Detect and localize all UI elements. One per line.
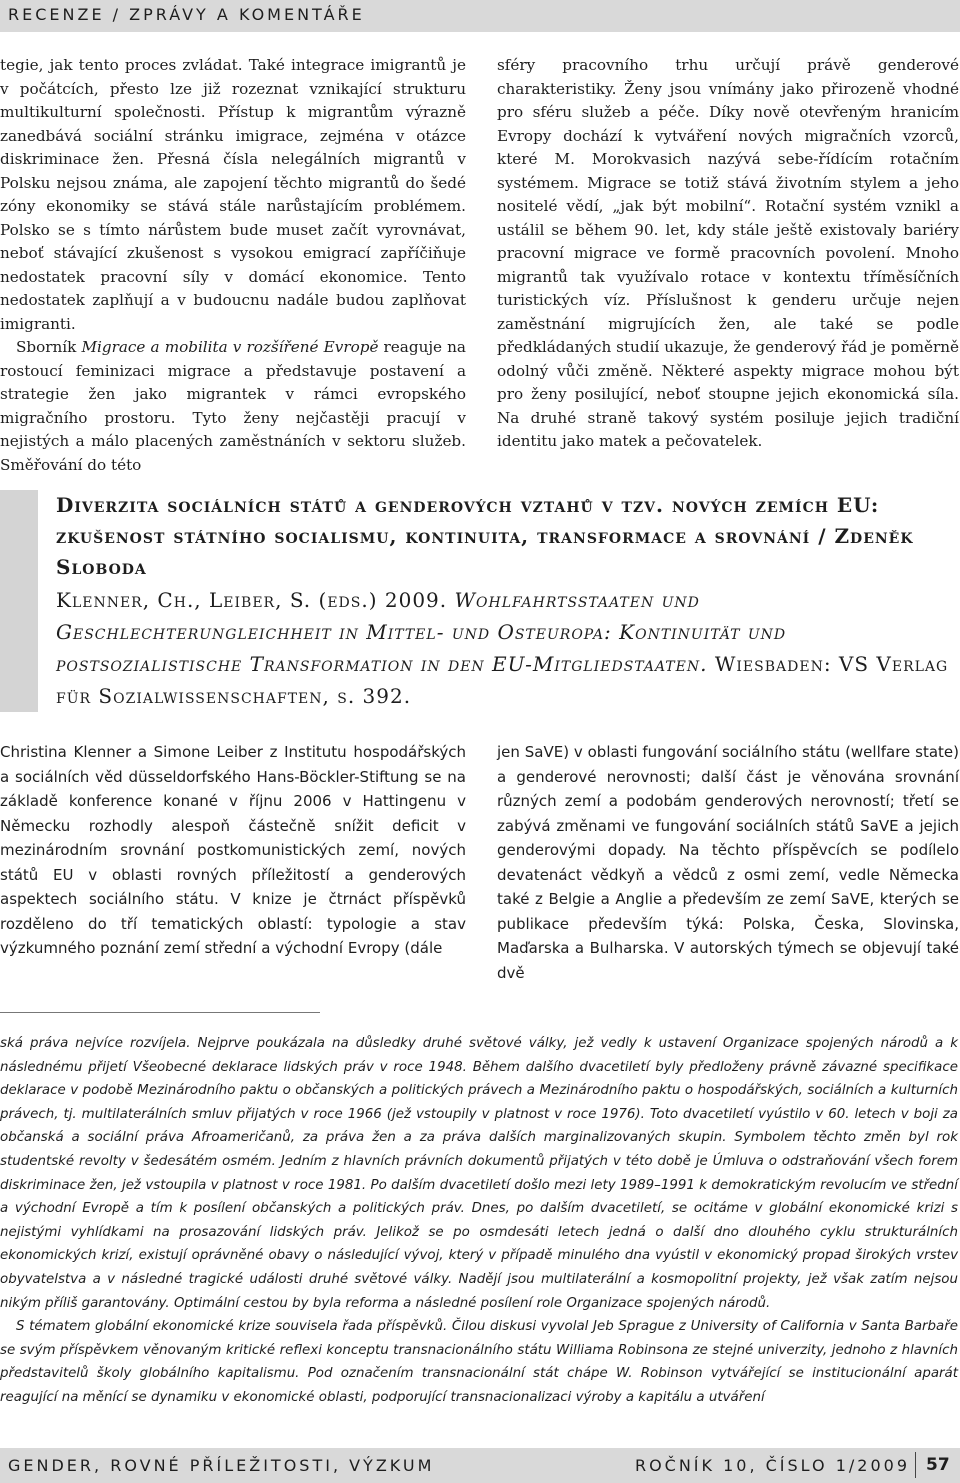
footnotes [0, 1032, 958, 1410]
top-right-column [497, 54, 959, 454]
footnote-paragraph: ská práva nejvíce rozvíjela. Nejprve poukázala na důsledky druhé světové války, jež vedly k ustavení Organizace spojených národů a k následnému přijetí Všeobecné deklarace lidských práv v roce 1948. Během dalšího dvacetiletí byly předloženy právně závazné specifikace deklarace v podobě Mezinárodního paktu o občanských a politických právech a Mezinárodního paktu o hospodářských, sociálních a kulturních právech, tj. multilaterálních smluv přijatých v roce 1966 (jež vstoupily v platnost v roce 1976). Toto dvacetiletí vyústilo v 60. letech v boji za občanská a sociální práva Afroameričanů, za práva žen a za práva dalších marginalizovaných skupin. Symbolem těchto změn byl rok studentské revolty v šedesátém osmém. Jedním z hlavních právních dokumentů přijatých v této době je Úmluva o odstraňování všech forem diskriminace žen, jež vstoupila v platnost v roce 1981. Po dalším dvacetiletí došlo mezi lety 1989–1991 k demokratickým revolucím ve střední a východní Evropě a tím k posílení občanských a politických práv. Dnes, po dalším dvacetiletí, se ocitáme v globální ekonomické krizi s nejistými vyhlídkami na prosazování lidských práv. Jelikož se po osmdesáti letech jedná o další dno dlouhého cyklu strukturálních ekonomických krizí, existují oprávněné obavy o následující vývoj, který v případě minulého dna vyústil v ekonomický propad širokých vrstev obyvatelstva a v následné tragické události druhé světové války. Nadějí jsou multilaterální a kosmopolitní projekty, jež však zatím nejsou nikým příliš garantovány. Optimální cestou by byla reforma a následné posílení role Organizace spojených národů. [0, 1036, 958, 1311]
reference-title: Wohlfahrtsstaaten und Geschlechterungleichheit in Mittel- und Osteuropa: Kontinuität und postsozialistische Transformation in den EU-Mitgliedstaaten. [56, 588, 787, 676]
bottom-right-column [497, 740, 959, 985]
review-accent-bar [0, 490, 38, 712]
issue-label: ROČNÍK 10, ČÍSLO 1/2009 [634, 1456, 910, 1475]
paragraph: tegie, jak tento proces zvládat. Také integrace imigrantů je v počátcích, přesto lze již rozeznat vznikající strukturu multikulturní společnosti. Přístup k migrantům výrazně zanedbává sociální stránku imigrace, zejména v otázce diskriminace žen. Přesná čísla nelegálních migrantů v Polsku nejsou známa, ale zapojení těchto migrantů do šedé zóny ekonomiky se stává stále narůstajícím problémem. Polsko se s tímto nárůstem bude muset začít vyrovnávat, neboť stávající zkušenost s vysokou emigrací zapříčiňuje nedostatek pracovní síly v domácí ekonomice. Tento nedostatek zaplňují a v budoucnu nadále budou zaplňovat imigranti. [0, 56, 466, 333]
paragraph: sféry pracovního trhu určují právě genderové charakteristiky. Ženy jsou vnímány jako přirozeně vhodné pro sféru služeb a péče. Díky nově otevřeným hranicím Evropy dochází k vytváření nových migračních vzorců, které M. Morokvasich nazývá sebe-řídícím rotačním systémem. Migrace se totiž stává životním stylem a jeho nositelé vědí, „jak být mobilní“. Rotační systém vznikl a ustálil se během 90. let, kdy stále ještě existovaly bariéry pracovní migrace ve formě pracovních povolení. Mnoho migrantů tak využívalo rotace v kontextu tříměsíčních turistických víz. Příslušnost k genderu určuje nejen zaměstnání migrujících žen, ale také se podle předkládaných studií ukazuje, že genderový řád je poměrně odolný vůči změně. Některé aspekty migrace mohou být pro ženy posilující, neboť stoupne jejich ekonomická síla. Na druhé straně takový systém posiluje jejich tradiční identitu jako matek a pečovatelek. [497, 56, 959, 450]
review-title: Diverzita sociálních států a genderových vztahů v tzv. nových zemích EU: zkušenost státního socialismu, kontinuita, transformace a srovnání / Zdeněk Sloboda [56, 493, 914, 579]
page-separator [915, 1452, 916, 1478]
paragraph: Christina Klenner a Simone Leiber z Institutu hospodářských a sociálních věd düsseldorfského Hans-Böckler-Stiftung se na základě konference konané v říjnu 2006 v Hattingenu v Německu rozhodly alespoň částečně snížit deficit v mezinárodním srovnání postkomunistických zemí, nových států EU v oblasti rovných příležitostí a genderových aspektech sociálního státu. V knize je čtrnáct příspěvků rozděleno do tří tematických oblastí: typologie a stav výzkumného poznání zemí střední a východní Evropy (dále [0, 743, 466, 957]
bottom-left-column [0, 740, 466, 961]
journal-title: GENDER, ROVNÉ PŘÍLEŽITOSTI, VÝZKUM [8, 1456, 435, 1475]
section-header: RECENZE / ZPRÁVY A KOMENTÁŘE [8, 5, 365, 24]
top-left-column [0, 54, 466, 477]
reference-authors: Klenner, Ch., Leiber, S. (eds.) 2009. [56, 588, 455, 612]
footnote-paragraph: S tématem globální ekonomické krize souvisela řada příspěvků. Čilou diskusi vyvolal Jeb Sprague z University of California v Santa Barbaře se svým příspěvkem věnovaným kritické reflexi konceptu transnacionálního státu Williama Robinsona ze stejné univerzity, jednoho z hlavních představitelů školy globálního kapitalismu. Pod označením transnacionální stát chápe W. Robinson vytvářející se institucionální aparát reagující na měnící se dynamiku v ekonomické oblasti, podporující transnacionalizaci výroby a kapitálu a utváření [0, 1319, 958, 1405]
book-title: Migrace a mobilita v rozšířené Evropě [81, 338, 379, 356]
page-number: 57 [926, 1455, 950, 1475]
text-run: reaguje na rostoucí feminizaci migrace a představuje postavení a strategie žen jako migrantek v rámci evropského migračního prostoru. Tyto ženy nejčastěji pracují v nejistých a málo placených zaměstnáních v sektoru služeb. Směřování do této [0, 338, 466, 474]
reference-publisher: Wiesbaden: VS Verlag für Sozialwissenschaften, s. 392. [56, 652, 949, 708]
paragraph [0, 336, 466, 477]
text-run: Sborník [16, 338, 82, 356]
paragraph: jen SaVE) v oblasti fungování sociálního státu (wellfare state) a genderové nerovnosti; další část je věnována srovnání různých zemí a podobám genderových nerovností; třetí se zabývá změnami ve fungování sociálních států SaVE a jejich genderovými dopady. Na těchto příspěvcích se podílelo devatenáct vědkyň a vědců z osmi zemí, vedle Německa také z Belgie a Anglie a především ze zemí SaVE, kterých se publikace především týká: Polska, Česka, Slovinska, Maďarska a Bulharska. V autorských týmech se objevují také dvě [497, 743, 959, 982]
footnote-divider [0, 1012, 320, 1013]
review-reference [56, 584, 956, 712]
